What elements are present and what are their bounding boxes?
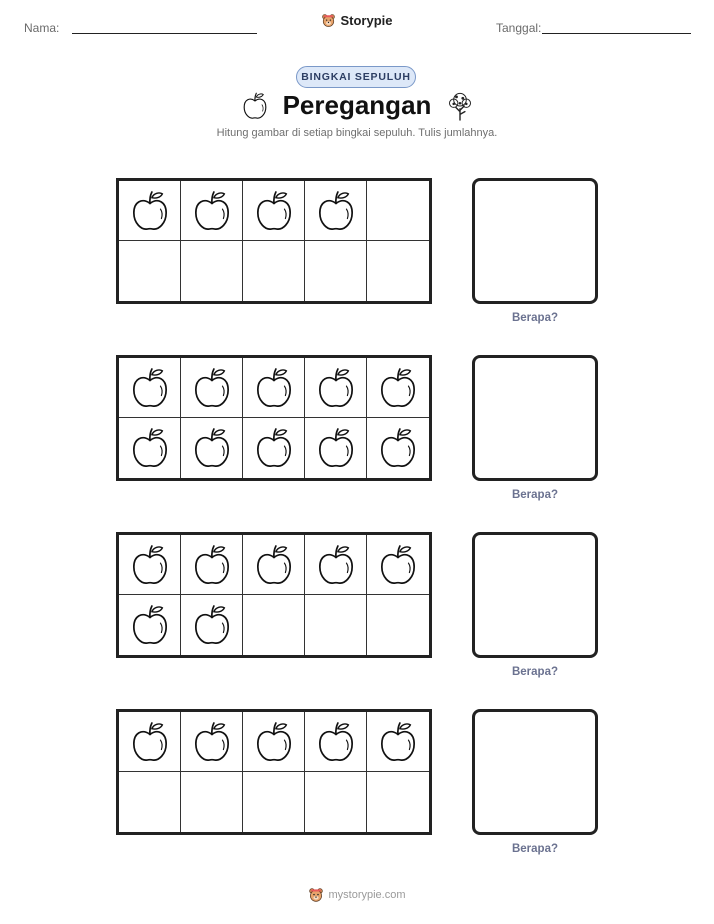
frame-cell	[119, 772, 181, 832]
frame-cell	[243, 535, 305, 595]
apple-icon	[131, 721, 169, 763]
date-label: Tanggal:	[496, 21, 542, 35]
apple-icon	[131, 190, 169, 232]
frame-cell	[119, 712, 181, 772]
frame-cell	[181, 241, 243, 301]
answer-box-1[interactable]	[472, 178, 598, 304]
ten-frame-4	[116, 709, 432, 835]
tree-icon	[446, 90, 474, 122]
answer-label-2: Berapa?	[511, 489, 559, 501]
answer-label-4: Berapa?	[511, 843, 559, 855]
date-line[interactable]	[542, 33, 691, 34]
ten-frame-3	[116, 532, 432, 658]
frame-cell	[119, 595, 181, 655]
frame-cell	[367, 535, 429, 595]
frame-cell	[181, 181, 243, 241]
frame-cell	[367, 595, 429, 655]
apple-icon	[255, 544, 293, 586]
apple-icon	[131, 367, 169, 409]
name-line[interactable]	[72, 33, 257, 34]
ten-frame-2	[116, 355, 432, 481]
apple-icon	[131, 544, 169, 586]
frame-cell	[367, 241, 429, 301]
frame-cell	[305, 418, 367, 478]
answer-label-3: Berapa?	[511, 666, 559, 678]
apple-icon	[193, 190, 231, 232]
ten-frame-1	[116, 178, 432, 304]
apple-icon	[379, 367, 417, 409]
frame-cell	[243, 241, 305, 301]
footer-url[interactable]: mystorypie.com	[328, 889, 406, 901]
apple-icon	[193, 721, 231, 763]
frame-cell	[181, 418, 243, 478]
frame-cell	[181, 772, 243, 832]
apple-icon	[317, 367, 355, 409]
frame-cell	[305, 712, 367, 772]
frame-cell	[119, 241, 181, 301]
frame-cell	[119, 535, 181, 595]
answer-box-3[interactable]	[472, 532, 598, 658]
frame-cell	[305, 241, 367, 301]
instructions: Hitung gambar di setiap bingkai sepuluh. Tulis jumlahnya.	[216, 127, 498, 139]
frame-cell	[181, 535, 243, 595]
answer-label-1: Berapa?	[511, 312, 559, 324]
apple-icon	[379, 544, 417, 586]
frame-cell	[119, 181, 181, 241]
footer	[0, 887, 714, 903]
frame-cell	[181, 595, 243, 655]
apple-icon	[255, 721, 293, 763]
name-label: Nama:	[24, 21, 60, 35]
apple-icon	[193, 604, 231, 646]
bear-icon	[308, 887, 324, 903]
frame-cell	[305, 595, 367, 655]
bear-icon	[321, 13, 336, 28]
frame-cell	[243, 772, 305, 832]
frame-cell	[181, 358, 243, 418]
frame-cell	[181, 712, 243, 772]
answer-box-2[interactable]	[472, 355, 598, 481]
frame-cell	[367, 712, 429, 772]
apple-icon	[255, 367, 293, 409]
apple-icon	[255, 427, 293, 469]
frame-cell	[243, 712, 305, 772]
apple-icon	[131, 604, 169, 646]
apple-icon	[379, 721, 417, 763]
frame-cell	[243, 181, 305, 241]
frame-cell	[305, 181, 367, 241]
frame-cell	[305, 772, 367, 832]
frame-cell	[243, 358, 305, 418]
category-tag: BINGKAI SEPULUH	[296, 66, 416, 88]
apple-icon	[379, 427, 417, 469]
frame-cell	[119, 358, 181, 418]
frame-cell	[305, 358, 367, 418]
answer-box-4[interactable]	[472, 709, 598, 835]
frame-cell	[367, 772, 429, 832]
apple-icon	[317, 721, 355, 763]
brand-name: Storypie	[340, 13, 393, 28]
frame-cell	[243, 418, 305, 478]
frame-cell	[367, 181, 429, 241]
frame-cell	[119, 418, 181, 478]
page-title: Peregangan	[282, 90, 432, 120]
frame-cell	[367, 418, 429, 478]
apple-icon	[193, 427, 231, 469]
apple-icon	[317, 544, 355, 586]
apple-icon	[317, 427, 355, 469]
frame-cell	[367, 358, 429, 418]
apple-icon	[255, 190, 293, 232]
frame-cell	[305, 535, 367, 595]
apple-icon	[131, 427, 169, 469]
apple-icon	[193, 367, 231, 409]
apple-icon	[193, 544, 231, 586]
brand-logo	[0, 13, 714, 28]
frame-cell	[243, 595, 305, 655]
apple-icon	[317, 190, 355, 232]
